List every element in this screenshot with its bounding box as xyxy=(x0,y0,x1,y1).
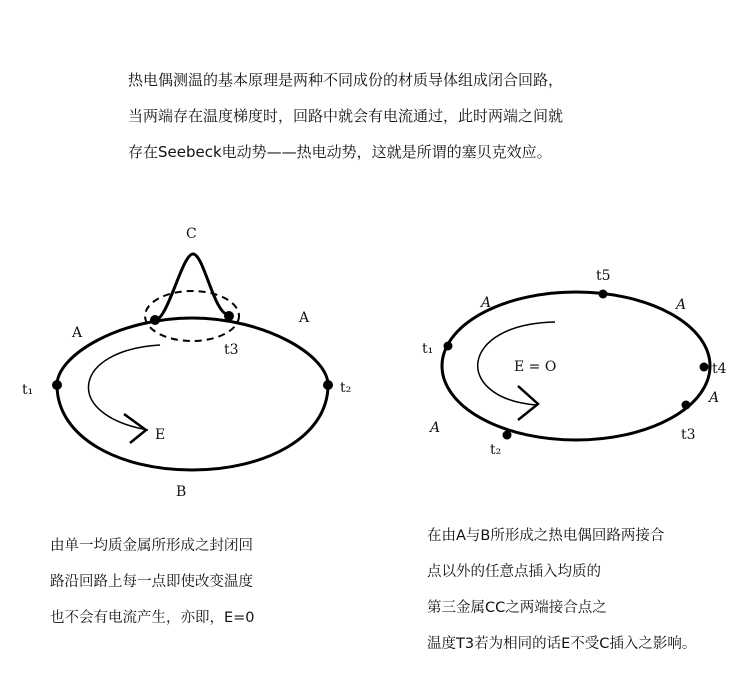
junction-dot-t2 xyxy=(503,431,512,440)
label-t1: t₁ xyxy=(422,341,434,357)
label-a-left: A xyxy=(72,325,83,341)
intro-line: 当两端存在温度梯度时，回路中就会有电流通过，此时两端之间就 xyxy=(128,107,564,125)
caption-line: 温度T3若为相同的话E不受C插入之影响。 xyxy=(427,636,697,652)
caption-line: 也不会有电流产生，亦即，E=0 xyxy=(50,610,255,626)
junction-dot-t1 xyxy=(52,380,62,390)
caption-line: 第三金属CC之两端接合点之 xyxy=(427,600,607,616)
label-b: B xyxy=(176,484,187,500)
label-a-bottom-left: A xyxy=(430,420,441,436)
junction-dot-t3 xyxy=(682,401,691,410)
junction-dot-t4 xyxy=(700,363,709,372)
label-a-top-right: A xyxy=(676,297,687,313)
label-a-right: A xyxy=(299,310,310,326)
junction-dot-c-left xyxy=(150,315,160,325)
caption-line: 点以外的任意点插入均质的 xyxy=(427,564,601,580)
label-t4: t4 xyxy=(712,361,727,377)
caption-line: 由单一均质金属所形成之封闭回 xyxy=(50,538,253,554)
left-loop-diagram xyxy=(22,226,351,500)
junction-dot-t2 xyxy=(323,380,333,390)
label-t2: t₂ xyxy=(490,442,502,458)
label-a-top-left: A xyxy=(481,295,492,311)
current-arrowhead xyxy=(124,414,146,443)
metal-c-peak xyxy=(155,254,229,320)
loop-ellipse xyxy=(57,318,328,470)
right-loop-diagram xyxy=(422,268,727,458)
caption-line: 在由A与B所形成之热电偶回路两接合 xyxy=(427,528,665,544)
caption-line: 路沿回路上每一点即使改变温度 xyxy=(50,574,253,590)
caption-right xyxy=(427,518,696,662)
intro-line: 存在Seebeck电动势——热电动势，这就是所谓的塞贝克效应。 xyxy=(128,143,552,161)
junction-dot-t3 xyxy=(224,311,234,321)
junction-dot-t5 xyxy=(599,290,608,299)
label-t1: t₁ xyxy=(22,382,34,398)
label-t2: t₂ xyxy=(340,380,352,396)
label-t3: t3 xyxy=(224,342,239,358)
current-arrow xyxy=(88,345,160,430)
label-t3: t3 xyxy=(681,427,696,443)
junction-dot-t1 xyxy=(444,342,453,351)
label-a-right: A xyxy=(709,390,720,406)
label-e: E = O xyxy=(514,359,557,375)
label-t5: t5 xyxy=(596,268,611,284)
intro-line: 热电偶测温的基本原理是两种不同成份的材质导体组成闭合回路， xyxy=(128,71,564,89)
label-c: C xyxy=(186,226,197,242)
caption-left xyxy=(50,528,255,636)
loop-ellipse xyxy=(442,292,710,440)
label-e: E xyxy=(155,427,166,443)
